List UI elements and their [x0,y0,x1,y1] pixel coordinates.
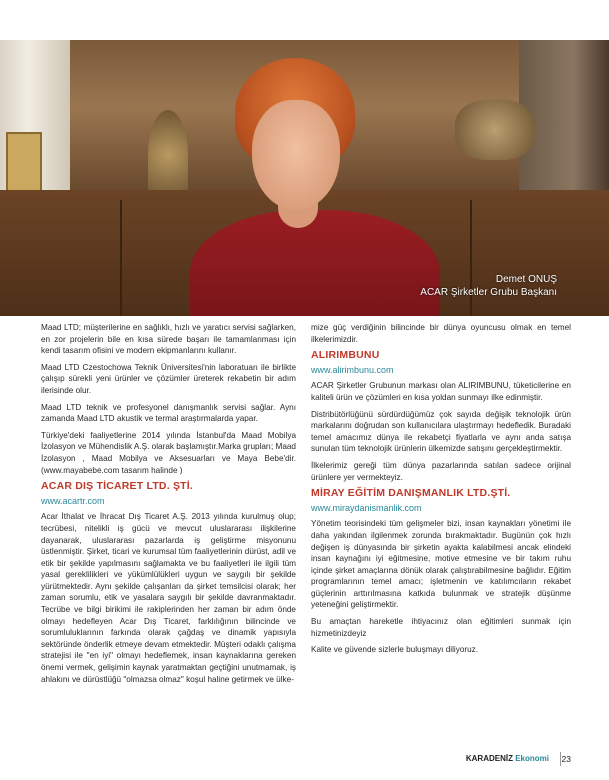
website-link-acar[interactable]: www.acartr.com [41,495,105,506]
paragraph: Distribütörlüğünü sürdürdüğümüz çok sayıda değişik teknolojik ürün markalarını doğrudan son kullanıcılara ulaştırmayı hedefledik. Buradaki temel amacımız dünya ile rekabetçi fiyatlarla ve aynı anda satışa sunulan tüm teknolojik ürünlerin ülkemizde satışını gerçekleştirmektir. [311,409,571,454]
magazine-logo [466,754,549,763]
decorative-emblem [455,100,535,160]
paragraph: Türkiye'deki faaliyetlerine 2014 yılında İstanbul'da Maad Mobilya İzolasyon ve Mühendislik A.Ş. olarak başlamıştır.Marka grupları; Maad İzolasyon , Maad Mobilya ve Aksesuarları ve Maya Bebe'dir.(www.mayabebe.com tasarım halinde ) [41,430,296,475]
caption-title: ACAR Şirketler Grubu Başkanı [420,287,557,298]
paragraph: Maad LTD; müşterilerine en sağlıklı, hızlı ve yaratıcı servisi sağlarken, en zor projelerin bile en kısa sürede başarı ile tamamlanması için kendi tasarım ofisini ve modern ekipmanlarını kullanır. [41,323,296,356]
paragraph: Maad LTD Czestochowa Teknik Üniversitesi'nin laboratuarı ile birlikte çalışıp sürekli yeni ürünler ve çözümler üreterek rekabetin bir adım ilerisinde olur. [41,362,296,395]
logo-main: KARADENİZ [465,754,513,763]
person-body [190,210,440,316]
paragraph: Kalite ve güvende sizlerle buluşmayı diliyoruz. [311,645,479,655]
paragraph: Bu amaçtan hareketle ihtiyacınız olan eğitimleri sunmak için hizmetinizdeyiz [311,617,571,638]
page-footer [0,752,609,772]
right-column [311,322,571,661]
decorative-globe [148,110,188,200]
website-link-miray[interactable]: www.miraydanismanlik.com [311,502,422,513]
cabinet-divider [120,200,122,316]
logo-sub: Ekonomi [515,754,549,763]
section-heading-alirimbunu: ALIRIMBUNU [311,349,380,362]
paragraph: Yönetim teorisindeki tüm gelişmeler bizi, insan kaynakları yönetimi ile daha yakından ilgilenmek zorunda bırakmaktadır. Bugünün çok hızlı değişen iş dünyasında bir şirketin ayakta kalabilmesi ancak elindeki insan kaynağını iyi eğitmesine, motive etmesine ve bir takım ruhu içinde şirket amaçlarına dönük olarak çalıştırabilmesine bağlıdır. Eğitim programlarının temel amacı; işletmenin ve katılımcıların rekabet güçlerinin arttırılmasına katkıda bulunmak ve stratejik düşünme yeteneğini geliştirmektir. [311,519,571,610]
paragraph: Maad LTD teknik ve profesyonel danışmanlık servisi sağlar. Aynı zamanda Maad LTD akustik ve termal araştırmalarda yapar. [41,402,296,424]
left-column [41,322,296,690]
photo-caption [420,273,557,299]
page-number: 23 [561,754,571,764]
person-face [252,100,340,210]
website-link-alirimbunu[interactable]: www.alirimbunu.com [311,364,394,375]
section-heading-miray: MİRAY EĞİTİM DANIŞMANLIK LTD.ŞTİ. [311,487,511,500]
paragraph: ACAR Şirketler Grubunun markası olan ALIRIMBUNU, tüketicilerine en kaliteli ürün ve çözümleri en kısa yoldan sunmayı ilke edinmiştir. [311,381,571,402]
paragraph: Acar İthalat ve İhracat Dış Ticaret A.Ş. 2013 yılında kurulmuş olup; tecrübesi, nitelikli iş gücü ve mevcut uluslararası ilişkilerine dayanarak, uluslararası pazarlarda iş geliştirme misyonunu üstlenmiştir. Şirket, ticari ve kurumsal tüm faaliyetlerinin dürüst, adil ve etik bir şekilde yapılmasını sağlamakta ve bu faaliyetleri ile ilgili tüm yasal gereklilikleri ve yükümlülükleri uygun ve saygılı bir şekilde yürütmektedir. Aynı şekilde çalışanları da şirket temsilcisi olarak; her zaman sorumlu, etik ve yasalara saygılı bir şekilde davranmaktadır. Tecrübe ve bilgi birikimi ile rakiplerinden her zaman bir adım önde olmayı hedefleyen Acar Dış Ticaret, farklılığının bilincinde ve sorumluluklarının farkında olarak çağdaş ve dinamik yapısıyla sektöründe önderlik etmeye devam etmektedir. Müşteri odaklı çalışma stratejisi ile "en iyi" olmayı hedeflemek, insan kaynaklarına gereken önemi vermek, gelişimin kaynak yaratmaktan geçtiğini unutmamak, iş ahlakını ve dürüstlüğü "olmazsa olmaz" koşul haline getirmek ve ülke- [41,512,296,684]
caption-name: Demet ONUŞ [495,274,557,285]
paragraph: mize güç verdiğinin bilincinde bir dünya oyuncusu olmak en temel ilkelerimizdir. [311,323,571,344]
paragraph: İlkelerimiz gereği tüm dünya pazarlarında satılan sadece orijinal ürünlere yer vermekteyiz. [311,460,571,482]
section-heading-acar: ACAR DIŞ TİCARET LTD. ŞTİ. [41,480,193,493]
